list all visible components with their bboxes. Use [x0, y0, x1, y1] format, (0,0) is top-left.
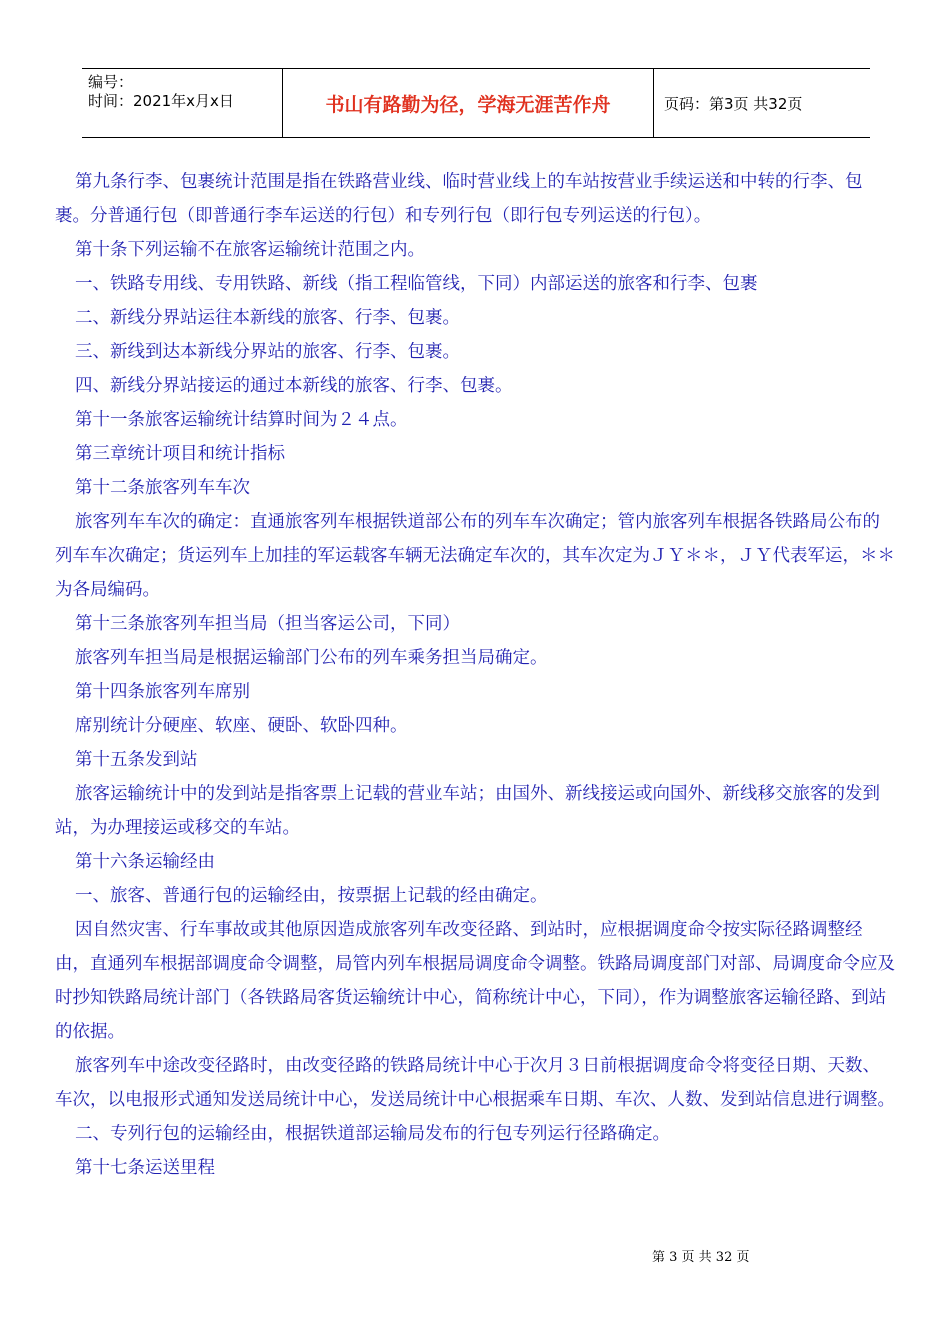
paragraph: 第十二条旅客列车车次	[75, 478, 250, 498]
paragraph: 一、铁路专用线、专用铁路、新线（指工程临管线，下同）内部运送的旅客和行李、包裹	[75, 274, 758, 294]
paragraph: 席别统计分硬座、软座、硬卧、软卧四种。	[75, 716, 408, 736]
paragraph: 一、旅客、普通行包的运输经由，按票据上记载的经由确定。	[75, 886, 548, 906]
chapter-heading: 第三章统计项目和统计指标	[75, 444, 285, 464]
header-left-cell	[82, 69, 282, 137]
paragraph: 第九条行李、包裹统计范围是指在铁路营业线、临时营业线上的车站按营业手续运送和中转的行李、包裹。分普通行包（即普通行李车运送的行包）和专列行包（即行包专列运送的行包）。	[55, 172, 863, 226]
page-info: 页码：第3页 共32页	[664, 94, 803, 113]
paragraph: 第十七条运送里程	[75, 1158, 215, 1178]
paragraph: 二、专列行包的运输经由，根据铁道部运输局发布的行包专列运行径路确定。	[75, 1124, 670, 1144]
paragraph: 旅客列车车次的确定：直通旅客列车根据铁道部公布的列车车次确定；管内旅客列车根据各铁路局公布的列车车次确定；货运列车上加挂的军运载客车辆无法确定车次的，其车次定为ＪＹ＊＊，ＪＹ代表军运，＊＊为各局编码。	[55, 512, 895, 600]
document-body	[55, 165, 895, 1185]
paragraph: 第十五条发到站	[75, 750, 198, 770]
paragraph: 旅客列车担当局是根据运输部门公布的列车乘务担当局确定。	[75, 648, 548, 668]
paragraph: 第十三条旅客列车担当局（担当客运公司，下同）	[75, 614, 460, 634]
paragraph: 第十条下列运输不在旅客运输统计范围之内。	[75, 240, 425, 260]
paragraph: 旅客运输统计中的发到站是指客票上记载的营业车站；由国外、新线接运或向国外、新线移交旅客的发到站，为办理接运或移交的车站。	[55, 784, 880, 838]
motto: 书山有路勤为径，学海无涯苦作舟	[282, 69, 654, 137]
paragraph: 第十六条运输经由	[75, 852, 215, 872]
paragraph: 第十一条旅客运输统计结算时间为２４点。	[75, 410, 408, 430]
page-header	[82, 68, 870, 138]
paragraph: 二、新线分界站运往本新线的旅客、行李、包裹。	[75, 308, 460, 328]
paragraph: 因自然灾害、行车事故或其他原因造成旅客列车改变径路、到站时，应根据调度命令按实际径路调整经由，直通列车根据部调度命令调整，局管内列车根据局调度命令调整。铁路局调度部门对部、局调度命令应及时抄知铁路局统计部门（各铁路局客货运输统计中心，简称统计中心，下同），作为调整旅客运输径路、到站的依据。	[55, 920, 895, 1042]
paragraph: 第十四条旅客列车席别	[75, 682, 250, 702]
paragraph: 四、新线分界站接运的通过本新线的旅客、行李、包裹。	[75, 376, 513, 396]
paragraph: 三、新线到达本新线分界站的旅客、行李、包裹。	[75, 342, 460, 362]
number-label: 编号：	[88, 73, 134, 91]
time-label: 时间：2021年x月x日	[88, 92, 234, 110]
paragraph: 旅客列车中途改变径路时，由改变径路的铁路局统计中心于次月３日前根据调度命令将变径日期、天数、车次，以电报形式通知发送局统计中心，发送局统计中心根据乘车日期、车次、人数、发到站信息进行调整。	[55, 1056, 895, 1110]
page-footer: 第 3 页 共 32 页	[652, 1250, 750, 1265]
